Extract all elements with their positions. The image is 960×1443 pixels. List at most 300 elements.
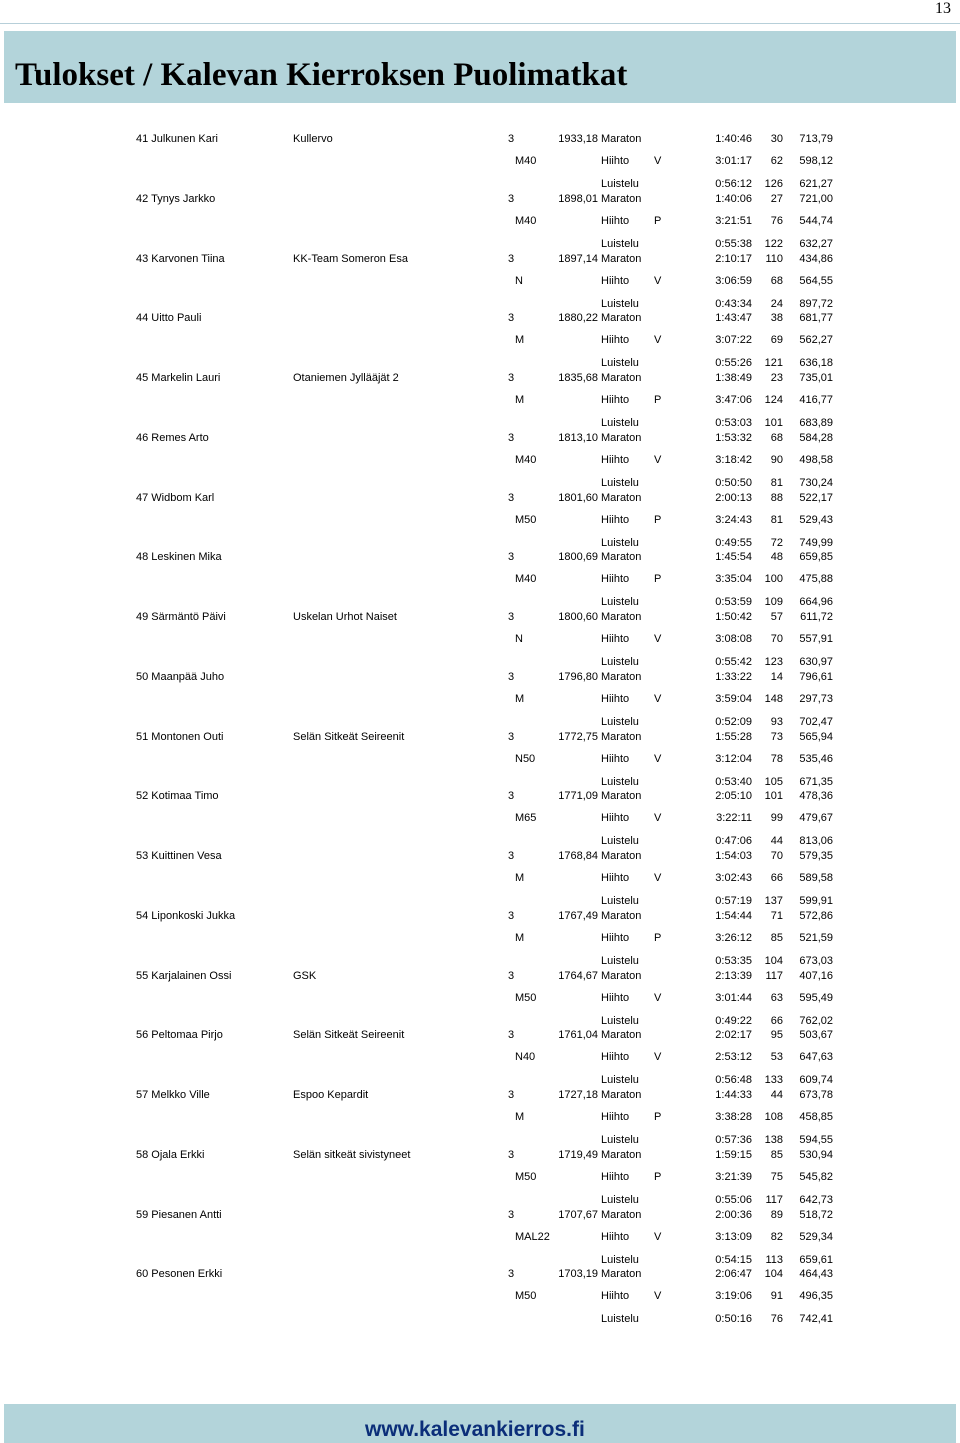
result-time: 1:44:33 [715, 1089, 752, 1101]
total-points: 1801,60 [558, 492, 598, 504]
result-time: 2:00:13 [715, 492, 752, 504]
event-label-hiihto: Hiihto [601, 454, 630, 466]
age-class: M50 [515, 1290, 537, 1302]
event-label-hiihto: Hiihto [601, 693, 630, 705]
result-rank: 78 [770, 753, 783, 765]
result-points: 530,94 [799, 1149, 833, 1161]
event-label-maraton: Maraton [601, 432, 642, 444]
result-rank: 68 [770, 275, 783, 287]
skate-row [0, 356, 960, 370]
result-points: 664,96 [799, 596, 833, 608]
ski-style: V [654, 812, 662, 824]
result-rank: 14 [770, 671, 783, 683]
result-time: 0:50:50 [715, 477, 752, 489]
result-points: 897,72 [799, 298, 833, 310]
total-points: 1897,14 [558, 253, 598, 265]
age-class: N40 [515, 1051, 536, 1063]
event-label-hiihto: Hiihto [601, 753, 630, 765]
event-label-hiihto: Hiihto [601, 275, 630, 287]
result-time: 0:43:34 [715, 298, 752, 310]
result-time: 3:22:11 [716, 812, 752, 824]
page-title: Tulokset / Kalevan Kierroksen Puolimatkat [15, 57, 628, 93]
result-points: 813,06 [799, 835, 833, 847]
result-time: 3:21:51 [715, 215, 752, 227]
event-label-maraton: Maraton [601, 1149, 642, 1161]
event-label-luistelu: Luistelu [601, 1015, 639, 1027]
competitor-name: 59 Piesanen Antti [136, 1209, 222, 1221]
event-label-hiihto: Hiihto [601, 394, 630, 406]
result-rank: 73 [770, 731, 783, 743]
result-time: 3:01:17 [715, 155, 752, 167]
age-class: M65 [515, 812, 537, 824]
event-label-luistelu: Luistelu [601, 1134, 639, 1146]
result-rank: 100 [764, 573, 783, 585]
page-number: 13 [935, 0, 951, 17]
result-time: 0:53:35 [715, 955, 752, 967]
skate-row [0, 1014, 960, 1028]
skate-row [0, 715, 960, 729]
age-class: M [515, 872, 525, 884]
result-points: 545,82 [799, 1171, 833, 1183]
title-banner [4, 31, 956, 103]
competitor-name: 54 Liponkoski Jukka [136, 910, 236, 922]
competitor-row [0, 1267, 960, 1281]
events-count: 3 [508, 1268, 515, 1280]
result-time: 0:53:40 [715, 776, 752, 788]
result-time: 0:53:03 [715, 417, 752, 429]
result-time: 2:05:10 [715, 790, 752, 802]
result-points: 632,27 [799, 238, 833, 250]
competitor-row [0, 1088, 960, 1102]
event-label-luistelu: Luistelu [601, 716, 639, 728]
event-label-luistelu: Luistelu [601, 238, 639, 250]
total-points: 1703,19 [558, 1268, 598, 1280]
competitor-name: 52 Kotimaa Timo [136, 790, 219, 802]
result-points: 557,91 [799, 633, 833, 645]
event-label-luistelu: Luistelu [601, 596, 639, 608]
result-points: 642,73 [799, 1194, 833, 1206]
event-label-luistelu: Luistelu [601, 1254, 639, 1266]
result-rank: 53 [770, 1051, 783, 1063]
result-time: 1:38:49 [715, 372, 752, 384]
result-time: 1:54:03 [715, 850, 752, 862]
result-points: 544,74 [799, 215, 833, 227]
event-label-maraton: Maraton [601, 671, 642, 683]
result-points: 562,27 [799, 334, 833, 346]
result-rank: 137 [764, 895, 783, 907]
competitor-row [0, 909, 960, 923]
total-points: 1772,75 [558, 731, 598, 743]
age-class: M [515, 932, 525, 944]
competitor-name: 57 Melkko Ville [136, 1089, 210, 1101]
events-count: 3 [508, 133, 515, 145]
result-time: 1:43:47 [715, 312, 752, 324]
result-rank: 68 [770, 432, 783, 444]
event-label-maraton: Maraton [601, 970, 642, 982]
total-points: 1771,09 [558, 790, 598, 802]
result-points: 762,02 [799, 1015, 833, 1027]
competitor-name: 49 Särmäntö Päivi [136, 611, 226, 623]
result-time: 0:53:59 [715, 596, 752, 608]
event-label-maraton: Maraton [601, 1268, 642, 1280]
skate-row [0, 177, 960, 191]
event-label-hiihto: Hiihto [601, 1231, 630, 1243]
competitor-row [0, 1028, 960, 1042]
result-time: 3:02:43 [715, 872, 752, 884]
total-points: 1761,04 [558, 1029, 598, 1041]
ski-row [0, 154, 960, 168]
event-label-hiihto: Hiihto [601, 992, 630, 1004]
result-points: 579,35 [799, 850, 833, 862]
event-label-luistelu: Luistelu [601, 1074, 639, 1086]
ski-row [0, 752, 960, 766]
result-time: 3:01:44 [715, 992, 752, 1004]
skate-row [0, 1193, 960, 1207]
result-points: 673,78 [799, 1089, 833, 1101]
event-label-luistelu: Luistelu [601, 1313, 639, 1325]
result-rank: 148 [764, 693, 783, 705]
result-points: 749,99 [799, 537, 833, 549]
competitor-name: 60 Pesonen Erkki [136, 1268, 223, 1280]
event-label-luistelu: Luistelu [601, 1194, 639, 1206]
event-label-maraton: Maraton [601, 551, 642, 563]
result-time: 3:13:09 [715, 1231, 752, 1243]
result-points: 297,73 [799, 693, 833, 705]
result-time: 0:57:36 [715, 1134, 752, 1146]
skate-row [0, 834, 960, 848]
result-rank: 123 [764, 656, 783, 668]
skate-row [0, 297, 960, 311]
result-rank: 81 [770, 477, 783, 489]
competitor-name: 47 Widbom Karl [136, 492, 215, 504]
result-rank: 85 [770, 932, 783, 944]
total-points: 1707,67 [558, 1209, 598, 1221]
ski-style: P [654, 1111, 662, 1123]
result-rank: 101 [764, 790, 783, 802]
events-count: 3 [508, 1089, 515, 1101]
age-class: M50 [515, 514, 537, 526]
result-points: 721,00 [799, 193, 833, 205]
ski-row [0, 453, 960, 467]
event-label-luistelu: Luistelu [601, 417, 639, 429]
age-class: M [515, 334, 525, 346]
ski-row [0, 1050, 960, 1064]
result-rank: 95 [770, 1029, 783, 1041]
event-label-maraton: Maraton [601, 611, 642, 623]
result-time: 0:50:16 [715, 1313, 752, 1325]
result-points: 521,59 [799, 932, 833, 944]
events-count: 3 [508, 1029, 515, 1041]
result-rank: 82 [770, 1231, 783, 1243]
events-count: 3 [508, 193, 515, 205]
result-time: 3:19:06 [715, 1290, 752, 1302]
ski-row [0, 214, 960, 228]
competitor-name: 56 Peltomaa Pirjo [136, 1029, 223, 1041]
age-class: M40 [515, 454, 537, 466]
top-rule [0, 23, 960, 24]
skate-row [0, 536, 960, 550]
competitor-club: Otaniemen Jyllääjät 2 [293, 372, 399, 384]
result-rank: 122 [764, 238, 783, 250]
events-count: 3 [508, 432, 515, 444]
competitor-name: 44 Uitto Pauli [136, 312, 202, 324]
result-time: 0:49:55 [715, 537, 752, 549]
competitor-row [0, 849, 960, 863]
competitor-club: Selän Sitkeät Seireenit [293, 731, 405, 743]
result-points: 611,72 [800, 611, 833, 623]
result-time: 0:57:19 [715, 895, 752, 907]
event-label-luistelu: Luistelu [601, 895, 639, 907]
result-time: 0:49:22 [715, 1015, 752, 1027]
footer-banner [4, 1404, 956, 1443]
event-label-hiihto: Hiihto [601, 633, 630, 645]
events-count: 3 [508, 850, 515, 862]
competitor-row [0, 192, 960, 206]
age-class: N [515, 275, 523, 287]
ski-style: P [654, 932, 662, 944]
age-class: M [515, 394, 525, 406]
result-points: 564,55 [799, 275, 833, 287]
competitor-name: 48 Leskinen Mika [136, 551, 222, 563]
total-points: 1764,67 [558, 970, 598, 982]
total-points: 1800,60 [558, 611, 598, 623]
result-points: 594,55 [799, 1134, 833, 1146]
event-label-luistelu: Luistelu [601, 537, 639, 549]
competitor-row [0, 1148, 960, 1162]
event-label-maraton: Maraton [601, 253, 642, 265]
total-points: 1835,68 [558, 372, 598, 384]
result-time: 0:55:06 [715, 1194, 752, 1206]
event-label-maraton: Maraton [601, 1089, 642, 1101]
result-time: 3:24:43 [715, 514, 752, 526]
result-rank: 44 [770, 1089, 783, 1101]
result-rank: 38 [770, 312, 783, 324]
result-points: 796,61 [799, 671, 833, 683]
ski-row [0, 1289, 960, 1303]
result-time: 0:52:09 [715, 716, 752, 728]
result-points: 730,24 [799, 477, 833, 489]
competitor-club: Uskelan Urhot Naiset [293, 611, 397, 623]
result-time: 1:54:44 [715, 910, 752, 922]
events-count: 3 [508, 611, 515, 623]
skate-row [0, 595, 960, 609]
age-class: M50 [515, 992, 537, 1004]
total-points: 1898,01 [558, 193, 598, 205]
total-points: 1800,69 [558, 551, 598, 563]
event-label-maraton: Maraton [601, 193, 642, 205]
skate-row [0, 1253, 960, 1267]
events-count: 3 [508, 1209, 515, 1221]
result-rank: 133 [764, 1074, 783, 1086]
ski-style: V [654, 155, 662, 167]
result-points: 589,58 [799, 872, 833, 884]
age-class: M50 [515, 1171, 537, 1183]
skate-row [0, 1133, 960, 1147]
competitor-row [0, 610, 960, 624]
result-rank: 27 [770, 193, 783, 205]
result-rank: 110 [765, 253, 783, 265]
event-label-hiihto: Hiihto [601, 812, 630, 824]
result-time: 2:13:39 [715, 970, 752, 982]
event-label-luistelu: Luistelu [601, 835, 639, 847]
event-label-hiihto: Hiihto [601, 514, 630, 526]
result-time: 3:21:39 [715, 1171, 752, 1183]
result-rank: 105 [764, 776, 783, 788]
events-count: 3 [508, 551, 515, 563]
result-points: 636,18 [799, 357, 833, 369]
event-label-luistelu: Luistelu [601, 357, 639, 369]
result-points: 599,91 [799, 895, 833, 907]
result-rank: 44 [770, 835, 783, 847]
total-points: 1933,18 [558, 133, 598, 145]
event-label-hiihto: Hiihto [601, 1171, 630, 1183]
result-points: 735,01 [799, 372, 833, 384]
event-label-maraton: Maraton [601, 790, 642, 802]
result-time: 3:18:42 [715, 454, 752, 466]
competitor-row [0, 789, 960, 803]
result-time: 0:56:12 [715, 178, 752, 190]
result-points: 621,27 [799, 178, 833, 190]
ski-style: V [654, 275, 662, 287]
skate-row [0, 416, 960, 430]
result-points: 681,77 [799, 312, 833, 324]
footer-url[interactable]: www.kalevankierros.fi [365, 1418, 585, 1441]
result-rank: 63 [770, 992, 783, 1004]
competitor-row [0, 969, 960, 983]
competitor-name: 53 Kuittinen Vesa [136, 850, 222, 862]
ski-row [0, 991, 960, 1005]
competitor-club: Selän sitkeät sivistyneet [293, 1149, 411, 1161]
result-time: 1:40:46 [715, 133, 752, 145]
result-rank: 124 [764, 394, 783, 406]
ski-row [0, 811, 960, 825]
result-time: 0:47:06 [715, 835, 752, 847]
result-points: 529,34 [799, 1231, 833, 1243]
ski-style: P [654, 573, 662, 585]
ski-row [0, 274, 960, 288]
result-rank: 93 [770, 716, 783, 728]
ski-row [0, 393, 960, 407]
competitor-name: 46 Remes Arto [136, 432, 209, 444]
total-points: 1719,49 [558, 1149, 598, 1161]
result-points: 416,77 [799, 394, 833, 406]
competitor-name: 58 Ojala Erkki [136, 1149, 205, 1161]
result-time: 2:02:17 [715, 1029, 752, 1041]
total-points: 1768,84 [558, 850, 598, 862]
result-points: 529,43 [799, 514, 833, 526]
result-time: 1:50:42 [715, 611, 752, 623]
age-class: M40 [515, 215, 537, 227]
result-time: 1:59:15 [715, 1149, 752, 1161]
competitor-row [0, 132, 960, 146]
result-rank: 121 [764, 357, 783, 369]
ski-style: P [654, 394, 662, 406]
result-points: 609,74 [799, 1074, 833, 1086]
ski-style: V [654, 872, 662, 884]
competitor-club: Espoo Kepardit [293, 1089, 369, 1101]
result-points: 434,86 [799, 253, 833, 265]
result-points: 702,47 [799, 716, 833, 728]
result-points: 598,12 [799, 155, 833, 167]
result-points: 478,36 [799, 790, 833, 802]
result-rank: 70 [770, 633, 783, 645]
result-rank: 89 [770, 1209, 783, 1221]
result-rank: 71 [770, 910, 783, 922]
competitor-name: 50 Maanpää Juho [136, 671, 225, 683]
event-label-hiihto: Hiihto [601, 1051, 630, 1063]
result-points: 647,63 [799, 1051, 833, 1063]
result-rank: 88 [770, 492, 783, 504]
ski-style: V [654, 753, 662, 765]
skate-row [0, 237, 960, 251]
age-class: M [515, 693, 525, 705]
result-points: 479,67 [799, 812, 833, 824]
result-rank: 126 [764, 178, 783, 190]
event-label-hiihto: Hiihto [601, 155, 630, 167]
result-points: 475,88 [799, 573, 833, 585]
result-points: 565,94 [799, 731, 833, 743]
result-time: 3:59:04 [715, 693, 752, 705]
result-rank: 117 [765, 970, 783, 982]
ski-style: V [654, 454, 662, 466]
result-rank: 117 [765, 1194, 783, 1206]
result-points: 498,58 [799, 454, 833, 466]
events-count: 3 [508, 492, 515, 504]
result-points: 630,97 [799, 656, 833, 668]
result-time: 1:53:32 [715, 432, 752, 444]
result-time: 2:06:47 [715, 1268, 752, 1280]
result-rank: 104 [764, 1268, 783, 1280]
result-time: 3:08:08 [715, 633, 752, 645]
result-time: 1:33:22 [715, 671, 752, 683]
competitor-row [0, 730, 960, 744]
event-label-luistelu: Luistelu [601, 776, 639, 788]
competitor-row [0, 252, 960, 266]
event-label-maraton: Maraton [601, 312, 642, 324]
result-time: 1:55:28 [715, 731, 752, 743]
result-points: 518,72 [799, 1209, 833, 1221]
result-rank: 66 [770, 872, 783, 884]
event-label-luistelu: Luistelu [601, 298, 639, 310]
event-label-maraton: Maraton [601, 1029, 642, 1041]
ski-style: P [654, 514, 662, 526]
age-class: N50 [515, 753, 536, 765]
competitor-club: Kullervo [293, 133, 333, 145]
ski-row [0, 1110, 960, 1124]
skate-row [0, 655, 960, 669]
result-rank: 85 [770, 1149, 783, 1161]
competitor-club: Selän Sitkeät Seireenit [293, 1029, 405, 1041]
result-rank: 76 [770, 1313, 783, 1325]
events-count: 3 [508, 253, 515, 265]
result-points: 659,61 [799, 1254, 833, 1266]
result-time: 2:00:36 [715, 1209, 752, 1221]
result-rank: 70 [770, 850, 783, 862]
event-label-maraton: Maraton [601, 133, 642, 145]
result-time: 0:56:48 [715, 1074, 752, 1086]
ski-row [0, 692, 960, 706]
result-time: 3:38:28 [715, 1111, 752, 1123]
competitor-row [0, 1208, 960, 1222]
result-time: 0:55:26 [715, 357, 752, 369]
result-rank: 69 [770, 334, 783, 346]
ski-row [0, 333, 960, 347]
event-label-luistelu: Luistelu [601, 656, 639, 668]
competitor-name: 55 Karjalainen Ossi [136, 970, 232, 982]
skate-row [0, 954, 960, 968]
result-rank: 57 [770, 611, 783, 623]
total-points: 1767,49 [558, 910, 598, 922]
